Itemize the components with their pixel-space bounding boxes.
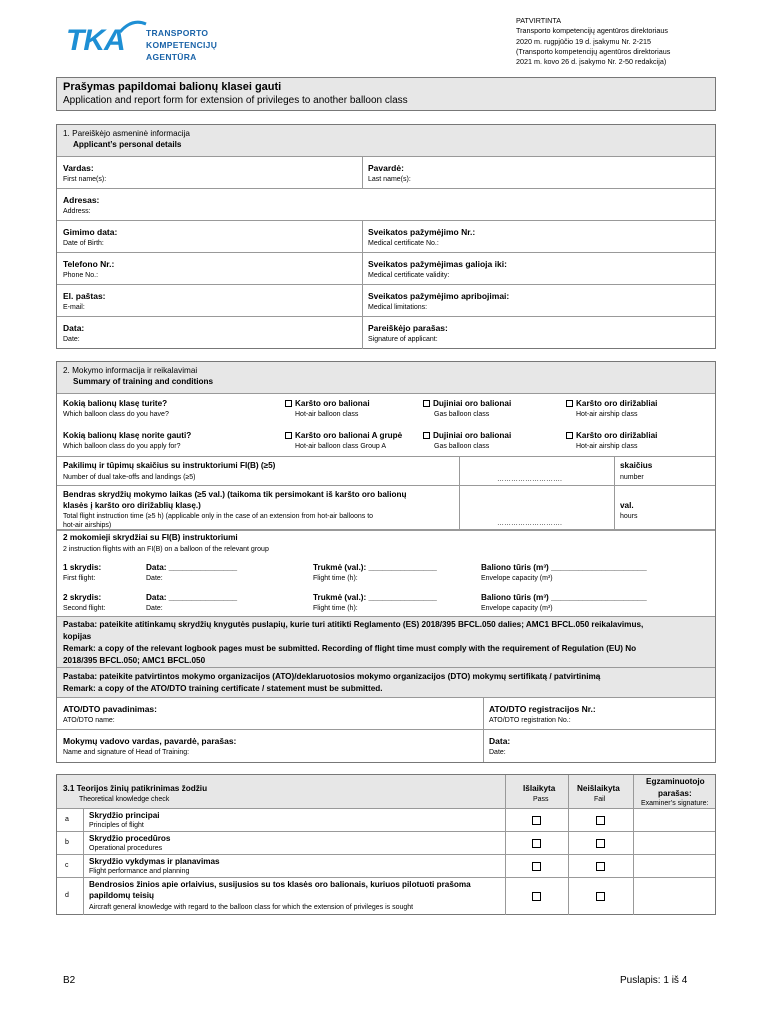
address-label: Adresas:: [63, 195, 100, 205]
ato-name-label: ATO/DTO pavadinimas:: [63, 704, 157, 714]
have-airship-sublabel: Hot-air airship class: [576, 411, 638, 418]
flight1-capacity-input[interactable]: Baliono tūris (m³) _____________________: [481, 563, 647, 572]
remark-line: Remark: a copy of the ATO/DTO training certificate / statement must be submitted.: [63, 684, 383, 693]
topic-sublabel: Flight performance and planning: [89, 868, 190, 875]
ato-registration-field[interactable]: [483, 698, 715, 729]
theory-row: [57, 832, 715, 855]
ato-name-field[interactable]: [57, 698, 483, 729]
class-apply-label: Kokią balionų klasę norite gauti?: [63, 431, 192, 440]
apply-hot-air-a-option[interactable]: Karšto oro balionai A grupė: [285, 431, 402, 440]
section-header: [57, 125, 715, 157]
class-have-sublabel: Which balloon class do you have?: [63, 411, 169, 418]
row-letter: b: [65, 838, 69, 846]
have-hot-air-option[interactable]: Karšto oro balionai: [285, 399, 370, 408]
medical-cert-label: Sveikatos pažymėjimo Nr.:: [368, 227, 476, 237]
pass-checkbox[interactable]: [532, 862, 541, 871]
logo-mark: TKA: [66, 24, 125, 57]
approval-line: Transporto kompetencijų agentūros direktoriaus: [516, 26, 668, 36]
row-letter: d: [65, 891, 69, 899]
theory-row: [57, 855, 715, 878]
flight1-sublabel: First flight:: [63, 575, 96, 582]
fail-checkbox[interactable]: [596, 892, 605, 901]
have-gas-option[interactable]: Dujiniai oro balionai: [423, 399, 511, 408]
form-title-box: [56, 77, 716, 111]
topic-sublabel: Principles of flight: [89, 822, 144, 829]
topic-label: Bendrosios žinios apie orlaivius, susijusios su tos klasės oro balionais, kuriuos pilotuoti prašoma: [89, 880, 471, 889]
section-title: 1. Pareiškėjo asmeninė informacija: [63, 129, 190, 138]
first-name-field[interactable]: [57, 157, 362, 188]
date-label: Data:: [63, 323, 85, 333]
takeoffs-sublabel: Number of dual take-offs and landings (≥5): [63, 474, 196, 481]
flight-time-input[interactable]: ……………………….: [497, 520, 562, 527]
last-name-field[interactable]: [362, 157, 715, 188]
takeoffs-row: [57, 456, 715, 486]
tka-logo: [66, 20, 226, 64]
address-row: [57, 189, 715, 221]
head-date-label: Data:: [489, 736, 511, 746]
flight1-capacity-sublabel: Envelope capacity (m³): [481, 575, 553, 582]
topic-sublabel: Aircraft general knowledge with regard to the balloon class for which the extension of privileges is sought: [89, 904, 414, 911]
approval-note: [516, 16, 746, 67]
form-subtitle: Application and report form for extension of privileges to another balloon class: [63, 95, 408, 106]
approval-line: 2020 m. rugpjūčio 19 d. įsakymu Nr. 2-215: [516, 36, 652, 46]
section-header: [57, 362, 715, 394]
topic-label: Skrydžio principai: [89, 811, 160, 820]
logo-line3: AGENTŪRA: [146, 52, 197, 62]
topic-label: Skrydžio vykdymas ir planavimas: [89, 857, 220, 866]
remark-line: kopijas: [63, 632, 92, 641]
theory-subtitle: Theoretical knowledge check: [79, 796, 170, 803]
head-training-row: [57, 730, 715, 762]
row-letter: c: [65, 861, 69, 869]
last-name-label: Pavardė:: [368, 163, 404, 173]
topic-sublabel: Operational procedures: [89, 845, 163, 852]
flight-time-sublabel-2: hot-air airships): [63, 522, 112, 529]
pass-header: Išlaikyta: [523, 784, 556, 793]
fail-checkbox[interactable]: [596, 862, 605, 871]
last-name-sublabel: Last name(s):: [368, 176, 411, 183]
row-letter: a: [65, 815, 69, 823]
medical-cert-sublabel: Medical certificate No.:: [368, 240, 439, 247]
flight2-label: 2 skrydis:: [63, 593, 102, 602]
theory-title: 3.1 Teorijos žinių patikrinimas žodžiu: [63, 784, 208, 793]
logbook-remark: [57, 616, 715, 668]
logo-line2: KOMPETENCIJŲ: [146, 40, 218, 50]
approval-line: 2021 m. kovo 26 d. įsakymo Nr. 2-50 redakcija): [516, 57, 667, 67]
remark-line: Pastaba: pateikite patvirtintos mokymo organizacijos (ATO)/deklaruotosios mokymo organizacijos (DTO) mokymų sertifikatą / patvirtinimą: [63, 672, 601, 681]
fail-header: Neišlaikyta: [577, 784, 620, 793]
form-code: B2: [63, 975, 76, 986]
instruction-flights-sublabel: 2 instruction flights with an FI(B) on a balloon of the relevant group: [63, 546, 269, 553]
signature-sublabel: Signature of applicant:: [368, 336, 438, 343]
signature-label: Pareiškėjo parašas:: [368, 323, 448, 333]
approval-line: PATVIRTINTA: [516, 16, 561, 25]
signature-row: [57, 317, 715, 349]
flight1-time-input[interactable]: Trukmė (val.): _______________: [313, 563, 437, 572]
have-hot-air-sublabel: Hot-air balloon class: [295, 411, 359, 418]
dob-field[interactable]: [57, 221, 362, 252]
remark-line: Pastaba: pateikite atitinkamų skrydžių knygutės puslapių, kurie turi atitikti Reglamento (ES) 2018/395 BFCL.050 dalies; AMC1 BFCL.050 reikalavimus,: [63, 620, 644, 629]
medical-validity-label: Sveikatos pažymėjimas galioja iki:: [368, 259, 507, 269]
examiner-header: Egzaminuotojo: [646, 777, 705, 786]
pass-checkbox[interactable]: [532, 816, 541, 825]
medical-cert-field[interactable]: [362, 221, 715, 252]
head-training-field[interactable]: [57, 730, 483, 762]
name-row: [57, 157, 715, 189]
section-training: [56, 361, 716, 763]
theory-header: [57, 775, 715, 809]
section-subtitle: Summary of training and conditions: [73, 377, 214, 386]
flight1-date-sublabel: Date:: [146, 575, 163, 582]
ato-row: [57, 698, 715, 730]
instruction-flights-label: 2 mokomieji skrydžiai su FI(B) instruktoriumi: [63, 533, 238, 542]
number-sublabel: number: [620, 474, 644, 481]
checkbox-icon[interactable]: [423, 400, 430, 407]
hours-label: val.: [620, 501, 634, 510]
email-label: El. paštas:: [63, 291, 106, 301]
form-title: Prašymas papildomai balionų klasei gauti: [63, 81, 282, 93]
flight-time-label: Bendras skrydžių mokymo laikas (≥5 val.) (taikoma tik persimokant iš karšto oro balionų: [63, 490, 407, 499]
apply-airship-sublabel: Hot-air airship class: [576, 443, 638, 450]
medical-limitations-sublabel: Medical limitations:: [368, 304, 428, 311]
flight-time-sublabel: Total flight instruction time (≥5 h) (applicable only in the case of an extension from hot-air balloons to: [63, 513, 374, 520]
email-row: [57, 285, 715, 317]
section-title: 2. Mokymo informacija ir reikalavimai: [63, 366, 198, 375]
logo-line1: TRANSPORTO: [146, 28, 209, 38]
medical-limitations-field[interactable]: [362, 285, 715, 316]
email-field[interactable]: [57, 285, 362, 316]
have-airship-option[interactable]: Karšto oro dirižabliai: [566, 399, 657, 408]
approval-line: (Transporto kompetencijų agentūros direktoriaus: [516, 46, 671, 56]
phone-field[interactable]: [57, 253, 362, 284]
class-have-label: Kokią balionų klasę turite?: [63, 399, 168, 408]
flight2-capacity-sublabel: Envelope capacity (m³): [481, 605, 553, 612]
examiner-subheader: Examiner’s signature:: [641, 800, 709, 807]
email-sublabel: E-mail:: [63, 304, 85, 311]
head-training-label: Mokymų vadovo vardas, pavardė, parašas:: [63, 736, 237, 746]
checkbox-icon[interactable]: [285, 432, 292, 439]
first-name-label: Vardas:: [63, 163, 94, 173]
ato-name-sublabel: ATO/DTO name:: [63, 717, 115, 724]
section-personal-details: [56, 124, 716, 349]
topic-label-2: papildomų teisių: [89, 891, 155, 900]
head-date-sublabel: Date:: [489, 749, 506, 756]
apply-gas-sublabel: Gas balloon class: [434, 443, 490, 450]
flight2-sublabel: Second flight:: [63, 605, 106, 612]
theory-row: [57, 809, 715, 832]
checkbox-icon[interactable]: [566, 432, 573, 439]
applicant-signature-field[interactable]: [362, 317, 715, 349]
phone-sublabel: Phone No.:: [63, 272, 99, 279]
takeoffs-input[interactable]: ……………………….: [497, 476, 562, 483]
dob-row: [57, 221, 715, 253]
page-number: Puslapis: 1 iš 4: [620, 975, 688, 986]
dob-sublabel: Date of Birth:: [63, 240, 104, 247]
dob-label: Gimimo data:: [63, 227, 118, 237]
medical-validity-sublabel: Medical certificate validity:: [368, 272, 450, 279]
logo-swoosh-icon: [118, 20, 148, 34]
medical-limitations-label: Sveikatos pažymėjimo apribojimai:: [368, 291, 510, 301]
have-gas-sublabel: Gas balloon class: [434, 411, 490, 418]
checkbox-icon[interactable]: [423, 432, 430, 439]
flight2-date-sublabel: Date:: [146, 605, 163, 612]
head-training-sublabel: Name and signature of Head of Training:: [63, 749, 190, 756]
apply-gas-option[interactable]: Dujiniai oro balionai: [423, 431, 511, 440]
pass-checkbox[interactable]: [532, 892, 541, 901]
class-apply-sublabel: Which balloon class do you apply for?: [63, 443, 181, 450]
section-theory-check: [56, 774, 716, 915]
pass-checkbox[interactable]: [532, 839, 541, 848]
flight-time-label-2: klasės į karšto oro dirižablių klasę.): [63, 501, 201, 510]
flight1-label: 1 skrydis:: [63, 563, 102, 572]
head-date-field[interactable]: [483, 730, 715, 762]
examiner-header-2: parašas:: [658, 789, 692, 798]
date-field[interactable]: [57, 317, 362, 349]
flight2-time-input[interactable]: Trukmė (val.): _______________: [313, 593, 437, 602]
medical-validity-field[interactable]: [362, 253, 715, 284]
checkbox-icon[interactable]: [566, 400, 573, 407]
section-subtitle: Applicant’s personal details: [73, 140, 182, 149]
apply-airship-option[interactable]: Karšto oro dirižabliai: [566, 431, 657, 440]
takeoffs-label: Pakilimų ir tūpimų skaičius su instruktoriumi FI(B) (≥5): [63, 461, 276, 470]
first-name-sublabel: First name(s):: [63, 176, 107, 183]
remark-line: 2018/395 BFCL.050; AMC1 BFCL.050: [63, 656, 206, 665]
fail-checkbox[interactable]: [596, 839, 605, 848]
apply-hot-air-a-sublabel: Hot-air balloon class Group A: [295, 443, 387, 450]
remark-line: Remark: a copy of the relevant logbook pages must be submitted. Recording of flight time must comply with the requirement of Regulation (EU) No: [63, 644, 637, 653]
address-field[interactable]: [57, 189, 715, 220]
flight2-date-input[interactable]: Data: _______________: [146, 593, 238, 602]
theory-row: [57, 878, 715, 915]
ato-registration-sublabel: ATO/DTO registration No.:: [489, 717, 571, 724]
number-label: skaičius: [620, 461, 653, 470]
flight2-capacity-input[interactable]: Baliono tūris (m³) _____________________: [481, 593, 647, 602]
phone-row: [57, 253, 715, 285]
flight1-time-sublabel: Flight time (h):: [313, 575, 358, 582]
fail-checkbox[interactable]: [596, 816, 605, 825]
flight2-time-sublabel: Flight time (h):: [313, 605, 358, 612]
date-sublabel: Date:: [63, 336, 80, 343]
flight1-date-input[interactable]: Data: _______________: [146, 563, 238, 572]
topic-label: Skrydžio procedūros: [89, 834, 171, 843]
hours-sublabel: hours: [620, 513, 638, 520]
fail-subheader: Fail: [594, 796, 606, 803]
ato-registration-label: ATO/DTO registracijos Nr.:: [489, 704, 596, 714]
flight-time-row: [57, 486, 715, 530]
checkbox-icon[interactable]: [285, 400, 292, 407]
pass-subheader: Pass: [533, 796, 549, 803]
phone-label: Telefono Nr.:: [63, 259, 115, 269]
ato-remark: [57, 668, 715, 698]
address-sublabel: Address:: [63, 208, 91, 215]
